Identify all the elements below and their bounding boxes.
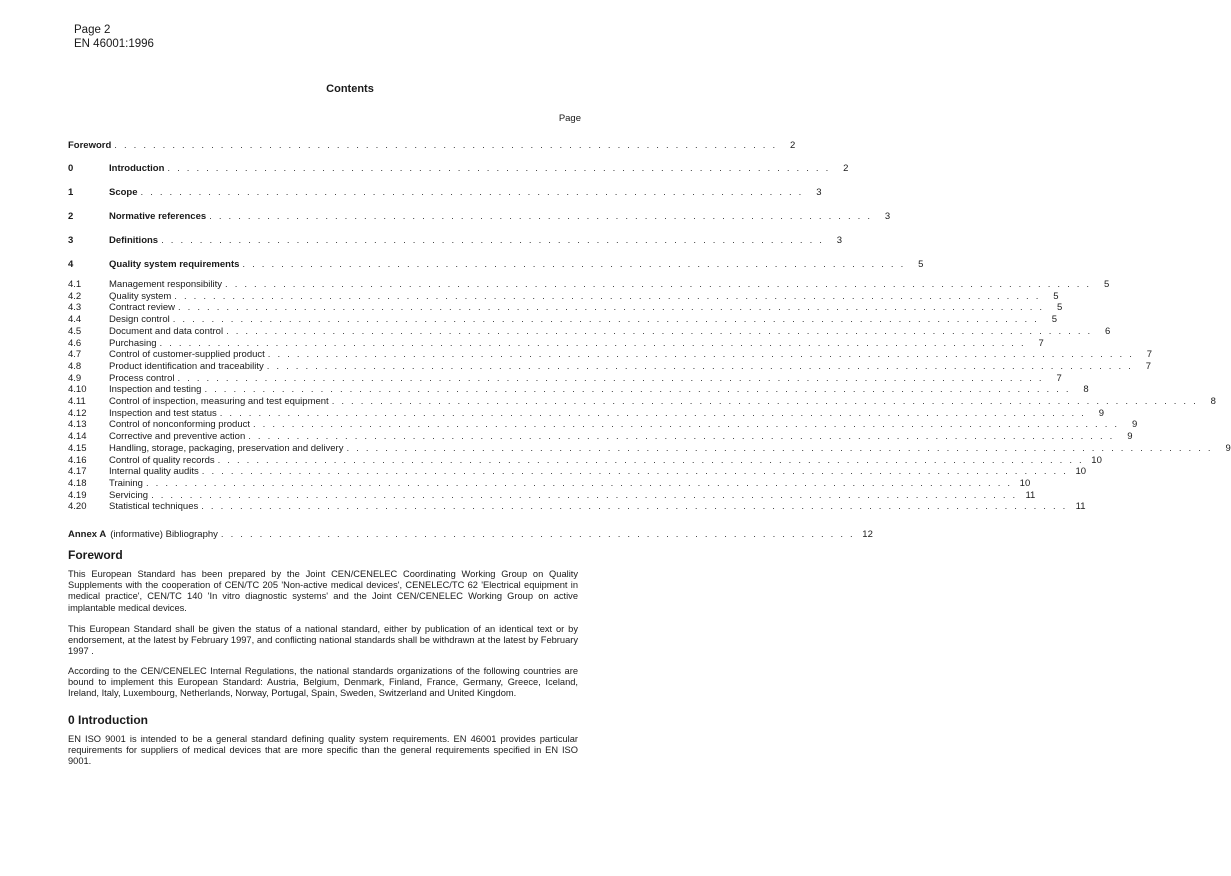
toc-entry-page: 9 bbox=[1131, 419, 1138, 431]
toc-entry[interactable] bbox=[68, 419, 1138, 431]
toc-entry-page: 3 bbox=[816, 187, 822, 198]
toc-entry[interactable] bbox=[68, 349, 1153, 361]
toc-leader-dots: . . . . . . . . . . . . . . . . . . . . . . . . . . . . . . . . . . . . . . . . . . . . . . . . . . . . . . . . . . . . . . . . . . . . . bbox=[167, 163, 831, 174]
toc-leader-dots: . . . . . . . . . . . . . . . . . . . . . . . . . . . . . . . . . . . . . . . . . . . . . . . . . . . . . . . . . . . . . . . . . . . . . bbox=[161, 235, 825, 246]
toc-entry[interactable] bbox=[68, 210, 891, 223]
toc-entry[interactable] bbox=[68, 162, 849, 175]
toc-entry-label: Statistical techniques bbox=[109, 501, 199, 513]
toc-entry-number: 4.16 bbox=[68, 454, 87, 466]
toc-leader-dots: . . . . . . . . . . . . . . . . . . . . . . . . . . . . . . . . . . . . . . . . . . . . . . . . . . . . . . . . . . . . . . . . . . . . . bbox=[140, 187, 804, 198]
toc-entry-label: Internal quality audits bbox=[109, 466, 199, 478]
toc-entry[interactable] bbox=[68, 139, 796, 152]
toc-entry-page: 10 bbox=[1075, 466, 1087, 478]
toc-entry[interactable] bbox=[68, 477, 1031, 490]
toc-entry-number: 4.8 bbox=[68, 360, 82, 372]
toc-entry-number: 0 bbox=[68, 163, 74, 174]
toc-leader-dots: . . . . . . . . . . . . . . . . . . . . . . . . . . . . . . . . . . . . . . . . . . . . . . . . . . . . . . . . . . . . . . . . . . . . . bbox=[114, 140, 778, 151]
toc-annex-number: Annex A bbox=[68, 529, 107, 540]
toc-entry[interactable] bbox=[68, 501, 1086, 513]
toc-entry-label: Quality system requirements bbox=[109, 259, 240, 270]
toc-entry-page: 11 bbox=[1025, 489, 1036, 501]
toc-entry-page: 8 bbox=[1210, 396, 1216, 407]
toc-leader-dots: . . . . . . . . . . . . . . . . . . . . . . . . . . . . . . . . . . . . . . . . . . . . . . . . . . . . . . . . . . . . . . . . . . . . . . . . . . . . . . . . . . . . . . . . . . bbox=[226, 325, 1093, 337]
toc-entry[interactable] bbox=[68, 325, 1111, 338]
toc-leader-dots: . . . . . . . . . . . . . . . . . . . . . . . . . . . . . . . . . . . . . . . . . . . . . . . . . . . . . . . . . . . . . . . . . . . . . . . . . . . . . . . . . . . . . . . . . . bbox=[266, 360, 1133, 372]
toc-entry-number: 4.5 bbox=[68, 325, 82, 337]
toc-entry-page: 2 bbox=[843, 163, 849, 174]
toc-entry-label: Product identification and traceability bbox=[109, 360, 264, 372]
toc-entry-number: 4.13 bbox=[68, 419, 87, 431]
toc-entry[interactable] bbox=[68, 186, 822, 199]
toc-entry-page: 12 bbox=[862, 529, 873, 540]
toc-entry-label: Scope bbox=[109, 187, 138, 198]
toc-entry-label: Quality system bbox=[109, 290, 172, 302]
toc-entry[interactable] bbox=[68, 234, 843, 247]
toc-entry-number: 4.19 bbox=[68, 489, 87, 501]
toc-entry-label: Design control bbox=[109, 314, 170, 326]
toc-leader-dots: . . . . . . . . . . . . . . . . . . . . . . . . . . . . . . . . . . . . . . . . . . . . . . . . . . . . . . . . . . . . . . . . . . . . . . . . . . . . . . . . . . . . . . . . . . bbox=[145, 477, 1013, 489]
toc-entry-number: 4.10 bbox=[68, 384, 87, 396]
foreword-heading: Foreword bbox=[68, 548, 123, 562]
toc-entry-label: Control of inspection, measuring and test equipment bbox=[109, 396, 329, 407]
toc-entry-page: 7 bbox=[1056, 372, 1062, 384]
toc-entry-label: Foreword bbox=[68, 140, 112, 151]
toc-entry-label: Servicing bbox=[109, 489, 149, 501]
toc-entry-number: 4.12 bbox=[68, 407, 87, 419]
toc-entry-label: Training bbox=[109, 477, 143, 489]
toc-leader-dots: . . . . . . . . . . . . . . . . . . . . . . . . . . . . . . . . . . . . . . . . . . . . . . . . . . . . . . . . . . . . . . . . . . . . . . . . . . . . . . . . . . . . . . . . . . bbox=[172, 314, 1039, 326]
toc-entry-label: Control of customer-supplied product bbox=[109, 349, 265, 361]
toc-entry[interactable] bbox=[68, 258, 924, 271]
toc-leader-dots: . . . . . . . . . . . . . . . . . . . . . . . . . . . . . . . . . . . . . . . . . . . . . . . . . . . . . . . . . . . . . . . . . . . . . . . . . . . . . . . . . . . . . . . . . . bbox=[219, 407, 1086, 419]
toc-entry-page: 10 bbox=[1091, 454, 1102, 466]
toc-leader-dots: . . . . . . . . . . . . . . . . . . . . . . . . . . . . . . . . . . . . . . . . . . . . . . . . . . . . . . . . . . . . . . . . . . . . . . . . . . . . . . . . . . . . . . . . . . bbox=[174, 290, 1041, 302]
toc-entry-label: Inspection and testing bbox=[109, 384, 202, 396]
toc-entry-page: 3 bbox=[884, 211, 891, 222]
toc-entry-page: 3 bbox=[836, 235, 843, 246]
toc-entry-label: Control of nonconforming product bbox=[109, 419, 250, 431]
toc-entry[interactable] bbox=[68, 442, 1231, 455]
toc-entry-number: 4.1 bbox=[68, 279, 82, 290]
contents-page-label: Page bbox=[558, 113, 581, 124]
foreword-paragraph: According to the CEN/CENELEC Internal Regulations, the national standards organizations of the following countries are bound to implement this European Standard: Austria, Belgium, Denmark, Finland, France, Germany, Greece, Iceland, Ireland, Italy, Luxembourg, Netherlands, Norway, Portugal, Spain, Sweden, Switzerland and United Kingdom. bbox=[68, 666, 578, 699]
introduction-heading: 0 Introduction bbox=[68, 713, 148, 727]
toc-entry-label: Purchasing bbox=[109, 337, 157, 349]
toc-entry-number: 3 bbox=[68, 235, 74, 246]
toc-entry[interactable] bbox=[68, 489, 1036, 502]
toc-entry-label: Contract review bbox=[109, 302, 175, 314]
toc-entry[interactable] bbox=[68, 314, 1057, 326]
toc-leader-dots: . . . . . . . . . . . . . . . . . . . . . . . . . . . . . . . . . . . . . . . . . . . . . . . . . . . . . . . . . . . . . . . . . . . . . . . . . . . . . . . . . . . . . . . . . . bbox=[201, 466, 1069, 478]
toc-leader-dots: . . . . . . . . . . . . . . . . . . . . . . . . . . . . . . . . . . . . . . . . . . . . . . . . . . . . . . . . . . . . . . . . . . . . . . . . . . . . . . . . . . . . . . . . . . bbox=[217, 454, 1084, 466]
toc-leader-dots: . . . . . . . . . . . . . . . . . . . . . . . . . . . . . . . . . . . . . . . . . . . . . . . . . . . . . . . . . . . . . . . . . . . . . . . . . . . . . . . . . . . . . . . . . . bbox=[159, 337, 1026, 349]
toc-leader-dots: . . . . . . . . . . . . . . . . . . . . . . . . . . . . . . . . . . . . . . . . . . . . . . . . . . . . . . . . . . . . . . . . . . . . . . . . . . . . . . . . . . . . . . . . . . bbox=[253, 419, 1120, 431]
toc-entry-page: 10 bbox=[1019, 477, 1031, 489]
toc-leader-dots: . . . . . . . . . . . . . . . . . . . . . . . . . . . . . . . . . . . . . . . . . . . . . . . . . . . . . . . . . . . . . . . . . . . . . . . . . . . . . . . . . . . . . . . . . . bbox=[248, 431, 1115, 443]
toc-annex-entry[interactable] bbox=[68, 528, 873, 541]
toc-leader-dots: . . . . . . . . . . . . . . . . . . . . . . . . . . . . . . . . . . . . . . . . . . . . . . . . . . . . . . . . . . . . . . . . . . . . . . . . . . . . . . . . . . . . . . . . . . bbox=[346, 442, 1213, 454]
toc-entry-number: 4.9 bbox=[68, 372, 82, 384]
toc-entry-page: 7 bbox=[1038, 337, 1044, 349]
toc-entry-page: 7 bbox=[1145, 360, 1151, 372]
toc-entry-number: 4.17 bbox=[68, 466, 87, 478]
toc-entry-number: 4.15 bbox=[68, 442, 87, 454]
toc-leader-dots: . . . . . . . . . . . . . . . . . . . . . . . . . . . . . . . . . . . . . . . . . . . . . . . . . . . . . . . . . . . . . . . . . . bbox=[220, 529, 855, 540]
toc-entry-page: 9 bbox=[1127, 431, 1133, 443]
foreword-paragraph: This European Standard has been prepared by the Joint CEN/CENELEC Coordinating Working Group on Quality Supplements with the cooperation of CEN/TC 205 'Non-active medical devices', CENELEC/TC 62 'Electrical equipment in medical practice', CEN/TC 140 'In vitro diagnostic systems' and the Joint CEN/CENELEC Working Group on active implantable medical devices. bbox=[68, 569, 578, 613]
toc-entry-page: 8 bbox=[1083, 384, 1089, 396]
toc-entry-number: 4.2 bbox=[68, 290, 82, 302]
toc-entry-number: 1 bbox=[68, 187, 74, 198]
toc-entry-label: Inspection and test status bbox=[109, 407, 217, 419]
toc-entry-label: Corrective and preventive action bbox=[109, 431, 246, 443]
toc-entry-page: 5 bbox=[1056, 302, 1063, 314]
toc-leader-dots: . . . . . . . . . . . . . . . . . . . . . . . . . . . . . . . . . . . . . . . . . . . . . . . . . . . . . . . . . . . . . . . . . . . . . . . . . . . . . . . . . . . . . . . . . . bbox=[225, 279, 1092, 290]
toc-entry-number: 4.4 bbox=[68, 314, 82, 326]
toc-leader-dots: . . . . . . . . . . . . . . . . . . . . . . . . . . . . . . . . . . . . . . . . . . . . . . . . . . . . . . . . . . . . . . . . . . . . . . . . . . . . . . . . . . . . . . . . . . bbox=[151, 489, 1018, 501]
toc-entry-number: 4.3 bbox=[68, 302, 82, 314]
toc-leader-dots: . . . . . . . . . . . . . . . . . . . . . . . . . . . . . . . . . . . . . . . . . . . . . . . . . . . . . . . . . . . . . . . . . . . . . . . . . . . . . . . . . . . . . . . . . . bbox=[267, 349, 1135, 361]
toc-entry[interactable] bbox=[68, 384, 1089, 396]
toc-leader-dots: . . . . . . . . . . . . . . . . . . . . . . . . . . . . . . . . . . . . . . . . . . . . . . . . . . . . . . . . . . . . . . . . . . . . . . . . . . . . . . . . . . . . . . . . . . bbox=[204, 384, 1071, 396]
toc-entry-label: Introduction bbox=[109, 163, 165, 174]
toc-entry-page: 5 bbox=[918, 259, 924, 270]
toc-entry-number: 4.11 bbox=[68, 396, 86, 407]
toc-leader-dots: . . . . . . . . . . . . . . . . . . . . . . . . . . . . . . . . . . . . . . . . . . . . . . . . . . . . . . . . . . . . . . . . . . . . . . . . . . . . . . . . . . . . . . . . . . bbox=[178, 302, 1045, 314]
toc-entry-number: 2 bbox=[68, 211, 74, 222]
toc-entry-page: 7 bbox=[1146, 349, 1153, 361]
toc-entry-label: Control of quality records bbox=[109, 454, 215, 466]
toc-entry[interactable] bbox=[68, 454, 1102, 467]
toc-entry-number: 4.20 bbox=[68, 501, 87, 513]
toc-entry[interactable] bbox=[68, 360, 1151, 373]
toc-entry[interactable] bbox=[68, 290, 1059, 303]
toc-entry-number: 4.18 bbox=[68, 477, 87, 489]
toc-entry-number: 4 bbox=[68, 259, 74, 270]
toc-entry-page: 5 bbox=[1103, 279, 1110, 290]
toc-entry-page: 9 bbox=[1225, 442, 1231, 454]
toc-leader-dots: . . . . . . . . . . . . . . . . . . . . . . . . . . . . . . . . . . . . . . . . . . . . . . . . . . . . . . . . . . . . . . . . . . . . . . . . . . . . . . . . . . . . . . . . . . bbox=[201, 501, 1068, 513]
toc-entry[interactable] bbox=[68, 337, 1044, 350]
standard-id: EN 46001:1996 bbox=[74, 38, 154, 50]
toc-entry-page: 5 bbox=[1053, 290, 1059, 302]
page-number: Page 2 bbox=[74, 24, 111, 36]
toc-entry-page: 6 bbox=[1105, 325, 1111, 337]
contents-title: Contents bbox=[326, 83, 374, 95]
toc-entry-label: Process control bbox=[109, 372, 175, 384]
toc-entry-label: Normative references bbox=[109, 211, 207, 222]
toc-entry[interactable] bbox=[68, 431, 1133, 443]
toc-entry-page: 9 bbox=[1098, 407, 1104, 419]
toc-annex-label: (informative) Bibliography bbox=[110, 529, 218, 540]
toc-entry[interactable] bbox=[68, 279, 1110, 291]
toc-entry-page: 2 bbox=[789, 140, 796, 151]
foreword-paragraph: This European Standard shall be given the status of a national standard, either by publication of an identical text or by endorsement, at the latest by February 1997, and conflicting national standards shall be withdrawn at the latest by February 1997 . bbox=[68, 624, 578, 657]
toc-entry-label: Document and data control bbox=[109, 325, 224, 337]
toc-leader-dots: . . . . . . . . . . . . . . . . . . . . . . . . . . . . . . . . . . . . . . . . . . . . . . . . . . . . . . . . . . . . . . . . . . . . . . . . . . . . . . . . . . . . . . . . . . bbox=[177, 372, 1044, 384]
toc-leader-dots: . . . . . . . . . . . . . . . . . . . . . . . . . . . . . . . . . . . . . . . . . . . . . . . . . . . . . . . . . . . . . . . . . . . . . . . . . . . . . . . . . . . . . . . . . . bbox=[331, 396, 1198, 407]
toc-entry-label: Definitions bbox=[109, 235, 159, 246]
toc-entry[interactable] bbox=[68, 372, 1062, 385]
toc-entry[interactable] bbox=[68, 466, 1087, 478]
introduction-paragraph: EN ISO 9001 is intended to be a general standard defining quality system requirements. EN 46001 provides particular requirements for suppliers of medical devices that are more specific than the general requirements specified in EN ISO 9001. bbox=[68, 734, 578, 767]
toc-entry[interactable] bbox=[68, 407, 1104, 420]
toc-entry[interactable] bbox=[68, 302, 1063, 314]
toc-entry-label: Management responsibility bbox=[109, 279, 223, 290]
toc-entry-number: 4.14 bbox=[68, 431, 87, 443]
toc-leader-dots: . . . . . . . . . . . . . . . . . . . . . . . . . . . . . . . . . . . . . . . . . . . . . . . . . . . . . . . . . . . . . . . . . . . . . bbox=[242, 259, 906, 270]
toc-entry-page: 5 bbox=[1051, 314, 1057, 326]
toc-entry-number: 4.6 bbox=[68, 337, 82, 349]
toc-entry-page: 11 bbox=[1075, 501, 1086, 513]
toc-entry-label: Handling, storage, packaging, preservation and delivery bbox=[109, 442, 344, 454]
toc-entry[interactable] bbox=[68, 396, 1216, 408]
toc-entry-number: 4.7 bbox=[68, 349, 82, 361]
toc-leader-dots: . . . . . . . . . . . . . . . . . . . . . . . . . . . . . . . . . . . . . . . . . . . . . . . . . . . . . . . . . . . . . . . . . . . . . bbox=[209, 211, 873, 222]
